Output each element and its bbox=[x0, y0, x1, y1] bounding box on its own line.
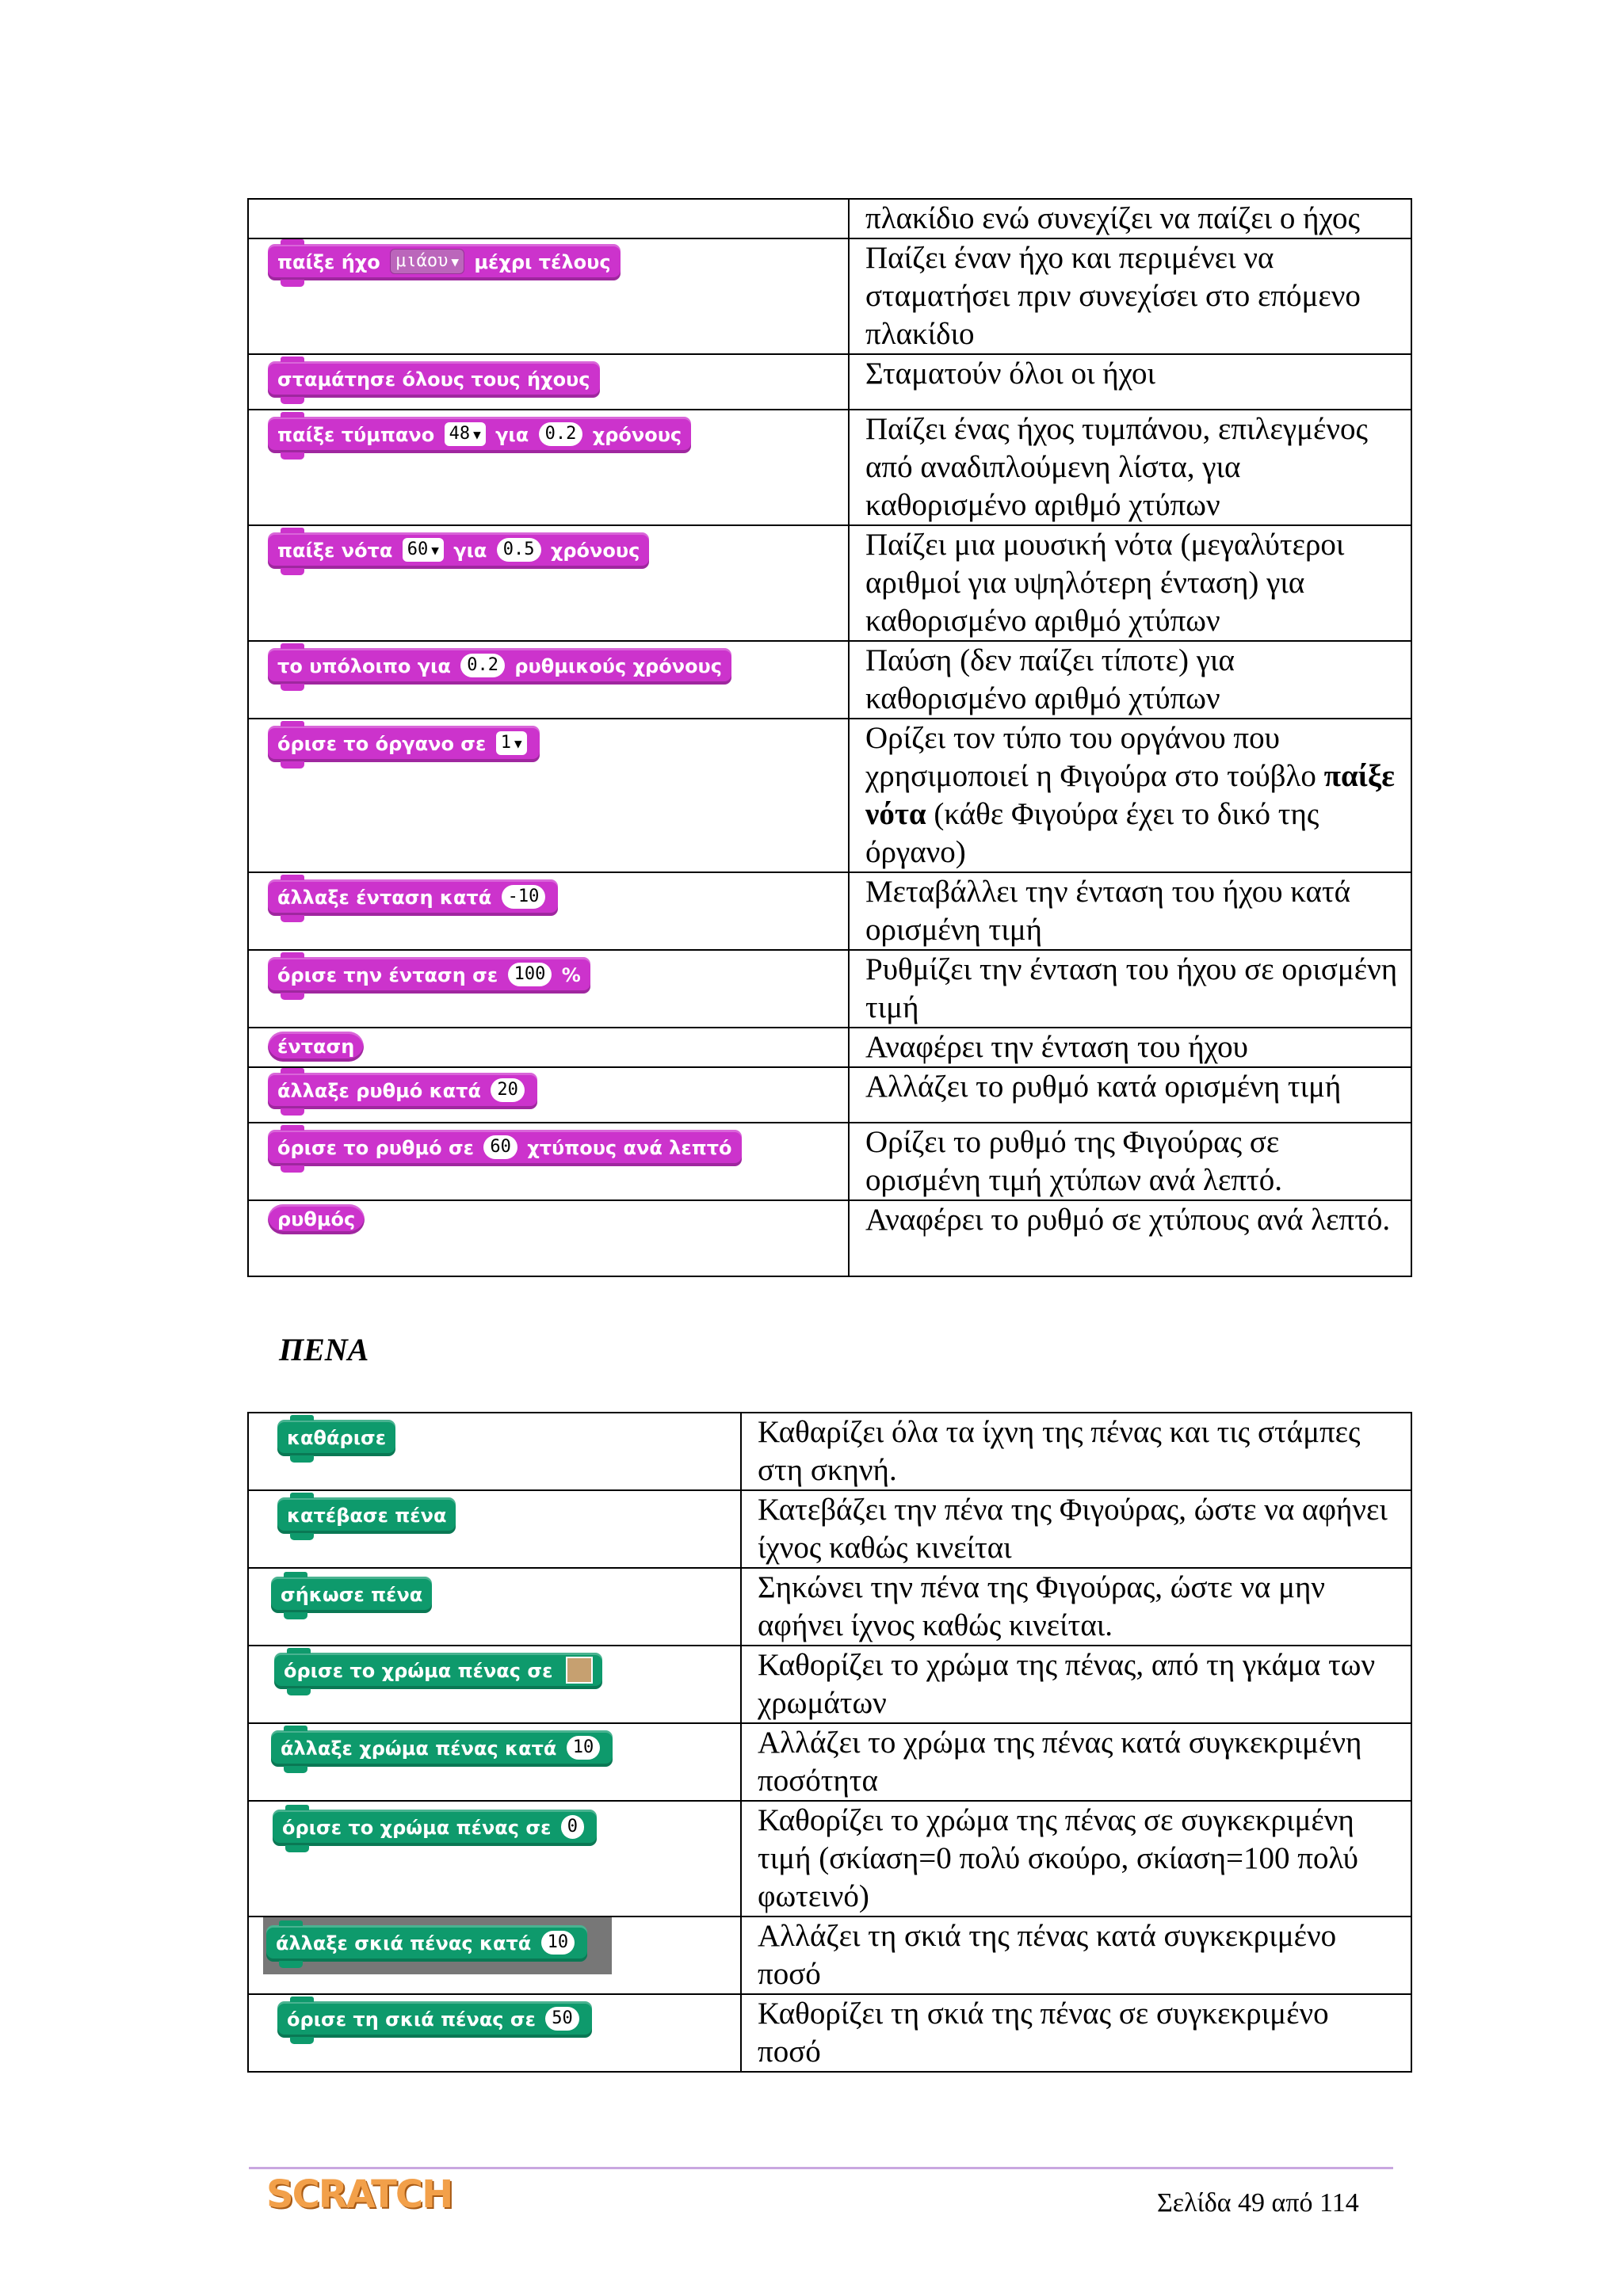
table-row bbox=[248, 872, 1411, 950]
table-row bbox=[248, 1994, 1411, 2072]
description-cell: Αλλάζει τη σκιά της πένας κατά συγκεκριμένο ποσό bbox=[741, 1917, 1411, 1994]
description-cell: Παίζει μια μουσική νότα (μεγαλύτεροι αριθμοί για υψηλότερη ένταση) για καθορισμένο αριθμό χτύπων bbox=[849, 525, 1411, 641]
description-cell: πλακίδιο ενώ συνεχίζει να παίζει ο ήχος bbox=[849, 199, 1411, 238]
stop-all-sounds-block[interactable]: σταμάτησε όλους τους ήχους bbox=[268, 361, 600, 398]
description-cell: Παύση (δεν παίζει τίποτε) για καθορισμένο αριθμό χτύπων bbox=[849, 641, 1411, 719]
table-row bbox=[248, 1200, 1411, 1276]
rest-for-beats-block[interactable]: το υπόλοιπο για 0.2 ρυθμικούς χρόνους bbox=[268, 648, 731, 685]
block-cell bbox=[248, 1028, 849, 1067]
table-row bbox=[248, 199, 1411, 238]
table-row bbox=[248, 1917, 1411, 1994]
description-cell: Ορίζει το ρυθμό της Φιγούρας σε ορισμένη τιμή χτύπων ανά λεπτό. bbox=[849, 1123, 1411, 1200]
table-row bbox=[248, 641, 1411, 719]
table-row bbox=[248, 1028, 1411, 1067]
sound-blocks-table bbox=[247, 198, 1412, 1277]
block-cell bbox=[248, 1994, 741, 2072]
note-dropdown[interactable]: 60 ▼ bbox=[403, 538, 444, 562]
table-row bbox=[248, 1568, 1411, 1646]
table-row bbox=[248, 950, 1411, 1028]
volume-reporter-block[interactable]: ένταση bbox=[268, 1032, 364, 1062]
block-cell bbox=[248, 1200, 849, 1276]
block-cell bbox=[248, 1123, 849, 1200]
shade-change-input[interactable]: 10 bbox=[541, 1931, 575, 1955]
description-cell: Παίζει έναν ήχο και περιμένει να σταματήσει πριν συνεχίσει στο επόμενο πλακίδιο bbox=[849, 238, 1411, 354]
chevron-down-icon: ▼ bbox=[473, 427, 481, 442]
change-pen-color-block[interactable]: άλλαξε χρώμα πένας κατά 10 bbox=[271, 1730, 613, 1767]
block-cell bbox=[248, 872, 849, 950]
description-cell: Μεταβάλλει την ένταση του ήχου κατά ορισμένη τιμή bbox=[849, 872, 1411, 950]
block-cell bbox=[248, 1490, 741, 1568]
table-row bbox=[248, 238, 1411, 354]
pen-up-block[interactable]: σήκωσε πένα bbox=[271, 1577, 432, 1613]
set-pen-color-value-block[interactable]: όρισε το χρώμα πένας σε 0 bbox=[273, 1810, 597, 1846]
shade-input[interactable]: 50 bbox=[545, 2007, 579, 2031]
page-number: Σελίδα 49 από 114 bbox=[1157, 2188, 1359, 2218]
instrument-dropdown[interactable]: 1 ▼ bbox=[496, 731, 527, 755]
change-pen-shade-block[interactable]: άλλαξε σκιά πένας κατά 10 bbox=[266, 1925, 587, 1962]
description-cell: Αλλάζει το χρώμα της πένας κατά συγκεκριμένη ποσότητα bbox=[741, 1723, 1411, 1801]
description-cell: Αναφέρει την ένταση του ήχου bbox=[849, 1028, 1411, 1067]
description-cell: Καθορίζει το χρώμα της πένας σε συγκεκριμένη τιμή (σκίαση=0 πολύ σκούρο, σκίαση=100 πολύ φωτεινό) bbox=[741, 1801, 1411, 1917]
clear-block[interactable]: καθάρισε bbox=[277, 1420, 395, 1456]
block-cell bbox=[248, 1646, 741, 1723]
description-cell: Καθορίζει τη σκιά της πένας σε συγκεκριμένο ποσό bbox=[741, 1994, 1411, 2072]
change-volume-block[interactable]: άλλαξε ένταση κατά -10 bbox=[268, 879, 558, 916]
selected-block-highlight bbox=[263, 1917, 612, 1974]
play-sound-until-done-block[interactable]: παίξε ήχο μιάου ▼ μέχρι τέλους bbox=[268, 244, 621, 280]
change-tempo-block[interactable]: άλλαξε ρυθμό κατά 20 bbox=[268, 1073, 537, 1109]
description-cell: Καθορίζει το χρώμα της πένας, από τη γκάμα των χρωμάτων bbox=[741, 1646, 1411, 1723]
tempo-input[interactable]: 60 bbox=[483, 1135, 517, 1159]
volume-input[interactable]: 100 bbox=[508, 963, 552, 986]
table-row bbox=[248, 1490, 1411, 1568]
block-cell bbox=[248, 1723, 741, 1801]
description-cell: Σταματούν όλοι οι ήχοι bbox=[849, 354, 1411, 410]
sound-dropdown[interactable]: μιάου ▼ bbox=[390, 249, 464, 274]
set-tempo-block[interactable]: όρισε το ρυθμό σε 60 χτύπους ανά λεπτό bbox=[268, 1130, 742, 1166]
color-change-input[interactable]: 10 bbox=[567, 1736, 601, 1760]
beats-input[interactable]: 0.2 bbox=[460, 654, 505, 677]
block-cell bbox=[248, 199, 849, 238]
description-cell: Αναφέρει το ρυθμό σε χτύπους ανά λεπτό. bbox=[849, 1200, 1411, 1276]
table-row bbox=[248, 1123, 1411, 1200]
block-cell bbox=[248, 1067, 849, 1123]
chevron-down-icon: ▼ bbox=[431, 543, 439, 558]
color-swatch[interactable] bbox=[566, 1657, 593, 1684]
description-cell: Ορίζει τον τύπο του οργάνου που χρησιμοποιεί η Φιγούρα στο τούβλο παίξε νότα (κάθε Φιγούρα έχει το δικό της όργανο) bbox=[849, 719, 1411, 872]
description-cell: Παίζει ένας ήχος τυμπάνου, επιλεγμένος από αναδιπλούμενη λίστα, για καθορισμένο αριθμό χτύπων bbox=[849, 410, 1411, 525]
set-pen-color-block[interactable]: όρισε το χρώμα πένας σε bbox=[274, 1653, 602, 1689]
block-cell bbox=[248, 1568, 741, 1646]
block-cell bbox=[248, 1413, 741, 1490]
chevron-down-icon: ▼ bbox=[451, 254, 460, 269]
pen-down-block[interactable]: κατέβασε πένα bbox=[277, 1497, 456, 1534]
block-cell bbox=[248, 719, 849, 872]
tempo-reporter-block[interactable]: ρυθμός bbox=[268, 1204, 365, 1234]
block-cell bbox=[248, 410, 849, 525]
table-row bbox=[248, 1646, 1411, 1723]
color-value-input[interactable]: 0 bbox=[561, 1815, 584, 1839]
table-row bbox=[248, 1801, 1411, 1917]
block-cell bbox=[248, 238, 849, 354]
drum-dropdown[interactable]: 48 ▼ bbox=[445, 422, 486, 446]
description-cell: Καθαρίζει όλα τα ίχνη της πένας και τις στάμπες στη σκηνή. bbox=[741, 1413, 1411, 1490]
table-row bbox=[248, 1723, 1411, 1801]
pen-blocks-table bbox=[247, 1412, 1412, 2073]
volume-change-input[interactable]: -10 bbox=[502, 885, 546, 909]
set-volume-block[interactable]: όρισε την ένταση σε 100 % bbox=[268, 957, 590, 994]
block-cell bbox=[248, 950, 849, 1028]
block-cell bbox=[248, 1917, 741, 1994]
play-drum-block[interactable]: παίξε τύμπανο 48 ▼ για 0.2 χρόνους bbox=[268, 417, 691, 453]
tempo-change-input[interactable]: 20 bbox=[491, 1078, 525, 1102]
set-instrument-block[interactable]: όρισε το όργανο σε 1 ▼ bbox=[268, 726, 540, 762]
block-cell bbox=[248, 1801, 741, 1917]
description-cell: Αλλάζει το ρυθμό κατά ορισμένη τιμή bbox=[849, 1067, 1411, 1123]
table-row bbox=[248, 719, 1411, 872]
pen-section-heading: ΠΕΝΑ bbox=[279, 1332, 369, 1367]
beats-input[interactable]: 0.2 bbox=[539, 422, 583, 446]
block-cell bbox=[248, 641, 849, 719]
table-row bbox=[248, 1413, 1411, 1490]
play-note-block[interactable]: παίξε νότα 60 ▼ για 0.5 χρόνους bbox=[268, 532, 649, 569]
chevron-down-icon: ▼ bbox=[514, 736, 522, 751]
table-row bbox=[248, 354, 1411, 410]
set-pen-shade-block[interactable]: όρισε τη σκιά πένας σε 50 bbox=[277, 2001, 592, 2038]
scratch-logo: SCRATCH bbox=[266, 2172, 453, 2217]
table-row bbox=[248, 1067, 1411, 1123]
beats-input[interactable]: 0.5 bbox=[497, 538, 541, 562]
table-row bbox=[248, 410, 1411, 525]
footer-divider bbox=[249, 2167, 1393, 2169]
block-cell bbox=[248, 354, 849, 410]
table-row bbox=[248, 525, 1411, 641]
description-cell: Ρυθμίζει την ένταση του ήχου σε ορισμένη τιμή bbox=[849, 950, 1411, 1028]
description-cell: Κατεβάζει την πένα της Φιγούρας, ώστε να αφήνει ίχνος καθώς κινείται bbox=[741, 1490, 1411, 1568]
description-cell: Σηκώνει την πένα της Φιγούρας, ώστε να μην αφήνει ίχνος καθώς κινείται. bbox=[741, 1568, 1411, 1646]
block-cell bbox=[248, 525, 849, 641]
